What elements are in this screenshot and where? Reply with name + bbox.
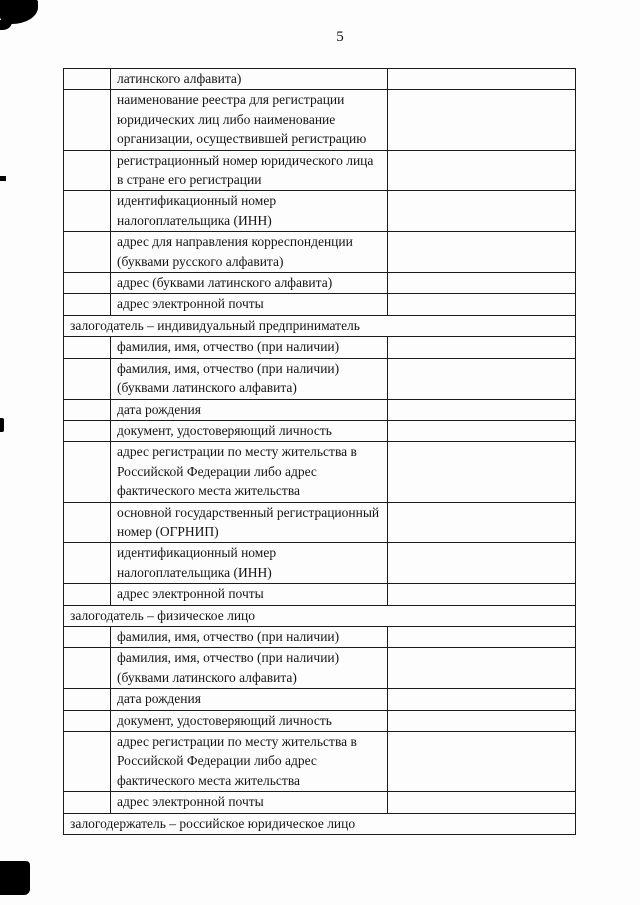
field-value-cell: [388, 648, 576, 689]
indent-cell: [64, 191, 111, 232]
field-row: [64, 732, 576, 792]
section-row: [64, 315, 576, 336]
indent-cell: [64, 358, 111, 399]
form-table-body: [64, 69, 576, 835]
field-value-cell: [388, 69, 576, 90]
field-row: [64, 90, 576, 150]
field-row: [64, 442, 576, 502]
field-row: [64, 399, 576, 420]
indent-cell: [64, 420, 111, 441]
field-label: дата рождения: [111, 399, 388, 420]
indent-cell: [64, 543, 111, 584]
indent-cell: [64, 90, 111, 150]
field-label: дата рождения: [111, 689, 388, 710]
section-label: залогодатель – физическое лицо: [64, 605, 576, 626]
indent-cell: [64, 710, 111, 731]
field-value-cell: [388, 273, 576, 294]
field-row: [64, 337, 576, 358]
field-label: регистрационный номер юридического лица в стране его регистрации: [111, 150, 388, 191]
field-value-cell: [388, 689, 576, 710]
indent-cell: [64, 689, 111, 710]
field-row: [64, 626, 576, 647]
indent-cell: [64, 626, 111, 647]
indent-cell: [64, 792, 111, 813]
field-label: адрес электронной почты: [111, 294, 388, 315]
field-value-cell: [388, 626, 576, 647]
field-label: документ, удостоверяющий личность: [111, 710, 388, 731]
field-row: [64, 358, 576, 399]
field-row: [64, 543, 576, 584]
field-value-cell: [388, 150, 576, 191]
field-value-cell: [388, 358, 576, 399]
field-label: адрес регистрации по месту жительства в Российской Федерации либо адрес фактического места жительства: [111, 732, 388, 792]
field-value-cell: [388, 191, 576, 232]
field-value-cell: [388, 710, 576, 731]
field-label: фамилия, имя, отчество (при наличии): [111, 626, 388, 647]
field-row: [64, 294, 576, 315]
field-row: [64, 792, 576, 813]
field-value-cell: [388, 294, 576, 315]
field-value-cell: [388, 420, 576, 441]
field-label: адрес (буквами латинского алфавита): [111, 273, 388, 294]
indent-cell: [64, 732, 111, 792]
field-label: адрес электронной почты: [111, 584, 388, 605]
indent-cell: [64, 502, 111, 543]
field-label: фамилия, имя, отчество (при наличии): [111, 337, 388, 358]
field-row: [64, 710, 576, 731]
field-value-cell: [388, 502, 576, 543]
form-table: [63, 68, 576, 835]
field-label: адрес электронной почты: [111, 792, 388, 813]
field-label: адрес для направления корреспонденции (буквами русского алфавита): [111, 232, 388, 273]
page-number: 5: [336, 29, 344, 45]
section-row: [64, 813, 576, 834]
field-row: [64, 191, 576, 232]
field-row: [64, 648, 576, 689]
field-label: адрес регистрации по месту жительства в Российской Федерации либо адрес фактического места жительства: [111, 442, 388, 502]
section-row: [64, 605, 576, 626]
scan-artifact-bottom-left: [0, 861, 30, 895]
field-value-cell: [388, 232, 576, 273]
field-row: [64, 232, 576, 273]
field-value-cell: [388, 442, 576, 502]
field-value-cell: [388, 732, 576, 792]
indent-cell: [64, 337, 111, 358]
field-row: [64, 689, 576, 710]
field-value-cell: [388, 337, 576, 358]
field-value-cell: [388, 543, 576, 584]
field-label: документ, удостоверяющий личность: [111, 420, 388, 441]
indent-cell: [64, 150, 111, 191]
field-row: [64, 69, 576, 90]
field-row: [64, 584, 576, 605]
field-value-cell: [388, 90, 576, 150]
scan-artifact-left-tick: [0, 176, 6, 181]
field-row: [64, 502, 576, 543]
field-label: идентификационный номер налогоплательщика (ИНН): [111, 191, 388, 232]
field-label: фамилия, имя, отчество (при наличии) (буквами латинского алфавита): [111, 358, 388, 399]
indent-cell: [64, 584, 111, 605]
indent-cell: [64, 442, 111, 502]
field-label: идентификационный номер налогоплательщика (ИНН): [111, 543, 388, 584]
field-label: латинского алфавита): [111, 69, 388, 90]
indent-cell: [64, 273, 111, 294]
field-value-cell: [388, 792, 576, 813]
section-label: залогодатель – индивидуальный предприниматель: [64, 315, 576, 336]
scan-artifact-top-left-secondary: [0, 20, 12, 30]
field-label: основной государственный регистрационный номер (ОГРНИП): [111, 502, 388, 543]
indent-cell: [64, 648, 111, 689]
indent-cell: [64, 399, 111, 420]
indent-cell: [64, 232, 111, 273]
field-row: [64, 150, 576, 191]
field-value-cell: [388, 399, 576, 420]
indent-cell: [64, 294, 111, 315]
indent-cell: [64, 69, 111, 90]
field-value-cell: [388, 584, 576, 605]
field-label: фамилия, имя, отчество (при наличии) (буквами латинского алфавита): [111, 648, 388, 689]
field-label: наименование реестра для регистрации юридических лиц либо наименование организации, осуществившей регистрацию: [111, 90, 388, 150]
section-label: залогодержатель – российское юридическое лицо: [64, 813, 576, 834]
field-row: [64, 420, 576, 441]
scan-artifact-left-tick: [0, 418, 4, 432]
field-row: [64, 273, 576, 294]
